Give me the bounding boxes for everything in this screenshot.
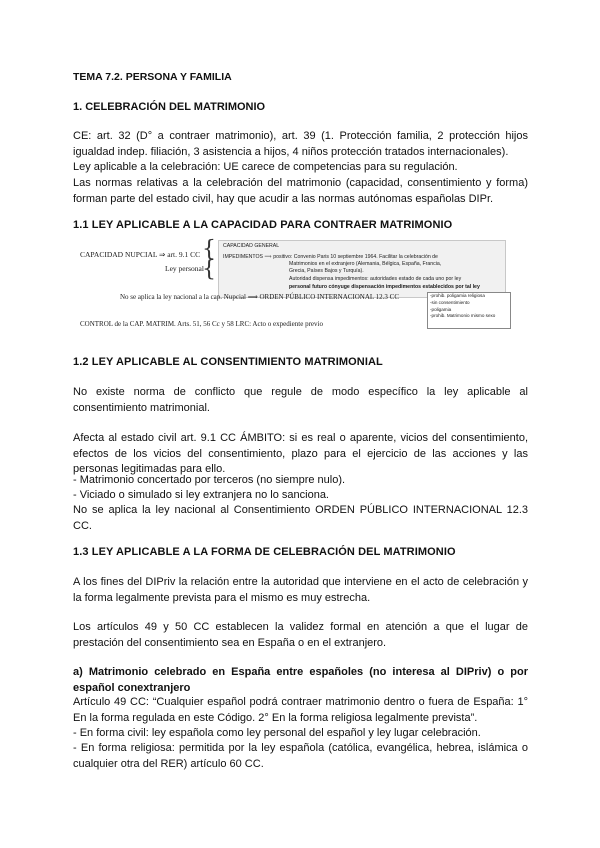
figure-list-item: -prohib. poligamia religiosa	[430, 293, 485, 298]
figure-capacidad-general: CAPACIDAD GENERAL	[223, 243, 280, 249]
figure-impedimentos-line-1: IMPEDIMENTOS ⟹ positivo: Convenio Paris 10 septiembre 1964. Facilitar la celebración de	[223, 254, 438, 260]
figure-impedimentos-line-2: Matrimonios en el extranjero (Alemania, Bélgica, España, Francia,	[289, 261, 442, 267]
section-1-heading: 1. CELEBRACIÓN DEL MATRIMONIO	[73, 101, 266, 113]
figure-impedimentos-box	[218, 240, 506, 298]
section-1-paragraph-ce: CE: art. 32 (D° a contraer matrimonio), art. 39 (1. Protección familia, 2 protección hijos igualdad indep. filiación, 3 asistencia a hijos, 4 niños protección tratados internacionales).	[73, 130, 528, 158]
figure-list-item: -sin consentimiento	[430, 299, 470, 305]
section-1-2-heading: 1.2 LEY APLICABLE AL CONSENTIMIENTO MATRIMONIAL	[73, 356, 383, 368]
figure-capacidad-nupcial: CAPACIDAD NUPCIAL ⇒ art. 9.1 CC	[80, 250, 201, 259]
section-1-paragraph-ley-aplicable: Ley aplicable a la celebración: UE carece de competencias para su regulación.	[73, 161, 458, 173]
figure-brace-bottom: {	[202, 257, 216, 282]
section-1-2-bullet-viciado: - Viciado o simulado si ley extranjera no lo sanciona.	[73, 489, 329, 501]
section-1-3-subheading-a: a) Matrimonio celebrado en España entre españoles (no interesa al DIPriv) o por español conextranjero	[73, 666, 528, 694]
figure-list-item: -poligamia	[430, 306, 452, 312]
figure-no-aplica: No se aplica la ley nacional a la cap. Nupcial ⟹ ORDEN PÚBLICO INTERNACIONAL 12.3 CC	[120, 293, 400, 301]
figure-ley-personal: Ley personal	[165, 264, 204, 273]
figure-brace-top: {	[202, 237, 216, 262]
capacidad-nupcial-figure	[80, 237, 530, 335]
figure-impedimentos-line-5: personal futuro cónyuge dispensación impedimentos establecidos por tal ley	[289, 284, 480, 290]
section-1-2-paragraph-no-existe: No existe norma de conflicto que regule de modo específico la ley aplicable al consentimiento matrimonial.	[73, 386, 528, 414]
section-1-3-bullet-forma-religiosa: - En forma religiosa: permitida por la ley española (católica, evangélica, hebrea, islámica o cualquier otra del RER) artículo 60 CC.	[73, 742, 528, 770]
section-1-3-paragraph-dipriv: A los fines del DIPriv la relación entre la autoridad que interviene en el acto de celebración y la forma legalmente prevista para el mismo es muy estrecha.	[73, 576, 528, 604]
section-1-3-bullet-forma-civil: - En forma civil: ley española como ley personal del español y ley lugar celebración.	[73, 727, 481, 739]
section-1-1-heading: 1.1 LEY APLICABLE A LA CAPACIDAD PARA CONTRAER MATRIMONIO	[73, 219, 453, 231]
section-1-3-heading: 1.3 LEY APLICABLE A LA FORMA DE CELEBRACIÓN DEL MATRIMONIO	[73, 546, 456, 558]
section-1-3-paragraph-articulos: Los artículos 49 y 50 CC establecen la validez formal en atención a que el lugar de prestación del consentimiento sea en España o en el extranjero.	[73, 621, 528, 649]
section-1-paragraph-normas: Las normas relativas a la celebración del matrimonio (capacidad, consentimiento y forma) forman parte del estado civil, hay que acudir a las normas autónomas españolas DIPr.	[73, 177, 528, 205]
section-1-2-bullet-concertado: - Matrimonio concertado por terceros (no siempre nulo).	[73, 474, 346, 486]
figure-control: CONTROL de la CAP. MATRIM. Arts. 51, 56 Cc y 58 LRC: Acto o expediente previo	[80, 320, 323, 328]
document-title: TEMA 7.2. PERSONA Y FAMILIA	[73, 71, 232, 83]
figure-impedimentos-line-3: Grecia, Países Bajos y Turquía).	[289, 268, 364, 274]
section-1-2-paragraph-orden-publico: No se aplica la ley nacional al Consentimiento ORDEN PÚBLICO INTERNACIONAL 12.3 CC.	[73, 504, 528, 532]
figure-orden-publico-list	[427, 292, 511, 329]
figure-impedimentos-line-4: Autoridad dispensa impedimentos: autoridades estado de cada uno por ley	[289, 276, 462, 282]
figure-list-item: -prohib. Matrimonio mismo sexo	[430, 313, 496, 319]
section-1-2-paragraph-afecta: Afecta al estado civil art. 9.1 CC ÁMBITO: si es real o aparente, vicios del consentimiento, efectos de los vicios del consentimiento, plazo para el ejercicio de las acciones y las personas legitimadas para ello.	[73, 432, 528, 476]
section-1-3-paragraph-articulo-49: Artículo 49 CC: “Cualquier español podrá contraer matrimonio dentro o fuera de España: 1° En la forma regulada en este Código. 2° En la forma religiosa legalmente prevista”.	[73, 696, 528, 724]
